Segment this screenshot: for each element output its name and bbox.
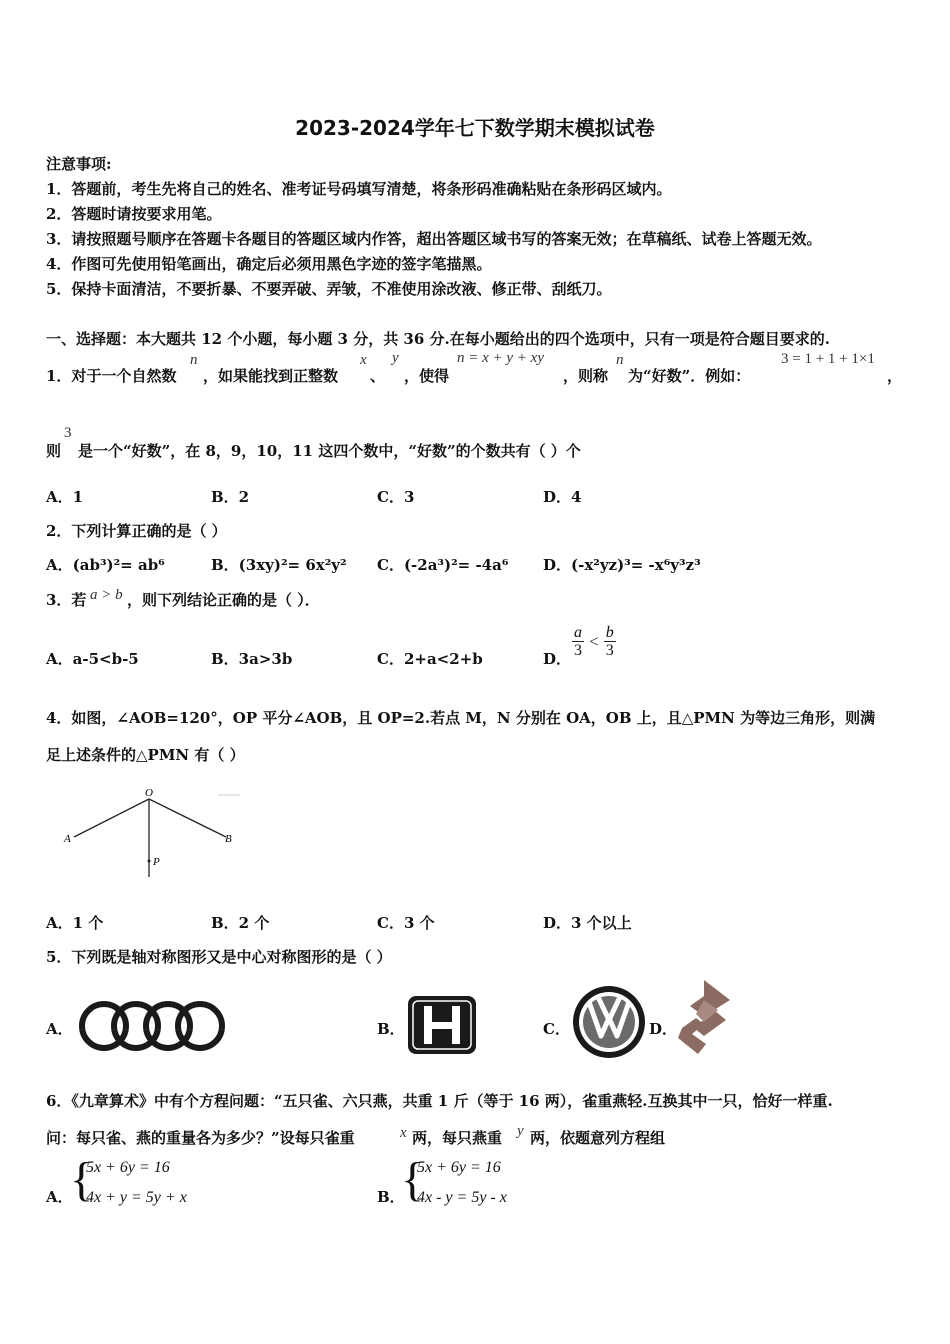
label-a: A [64,833,71,845]
q1-text-1: 1．对于一个自然数 [46,367,177,385]
q1-math-x: x [360,352,367,368]
q1-text-4: ，使得 [404,367,450,385]
q4-option-a[interactable]: A．1 个 [46,914,104,932]
q6-option-b-label[interactable]: B． [377,1188,405,1206]
q3-option-c[interactable]: C．2+a<2+b [377,650,483,668]
less-than-sign: < [589,632,599,651]
q2-option-b[interactable]: B．(3xy)²= 6x²y² [211,556,347,574]
q6-text-1: 问：每只雀、燕的重量各为多少？”设每只雀重 [46,1129,355,1147]
q4-option-d[interactable]: D．3 个以上 [543,914,632,932]
frac-num-b: b [605,624,614,641]
q3-option-b[interactable]: B．3a>3b [211,650,293,668]
q5-option-a-label[interactable]: A． [46,1020,73,1038]
q1-math-example: 3 = 1 + 1 + 1×1 [781,351,875,367]
system-b-eq-2: 4x - y = 5y - x [417,1189,507,1206]
q4-option-b[interactable]: B．2 个 [211,914,270,932]
brace-a: { [70,1153,94,1206]
q1-option-d[interactable]: D．4 [543,488,582,506]
q4-line-2: 足上述条件的△PMN 有（ ） [46,746,245,764]
frac-den-3b: 3 [605,642,614,659]
q1-math-n2: n [616,352,624,368]
frac-den-3: 3 [574,642,582,659]
frac-num-a: a [574,624,582,641]
q3-option-a[interactable]: A．a-5<b-5 [46,650,139,668]
q6-text-3: 两，依题意列方程组 [530,1129,666,1147]
q3-math-cond: a > b [90,587,123,603]
q5-option-b-h-logo[interactable] [406,994,478,1056]
q1-math-eq: n = x + y + xy [457,350,544,366]
ring-4 [178,1004,222,1048]
q5-option-d-s-logo[interactable] [674,978,734,1056]
q5-stem: 5．下列既是轴对称图形又是中心对称图形的是（ ） [46,948,392,966]
notice-heading: 注意事项: [46,155,112,173]
fraction-b-over-3 [604,624,616,659]
point-p [148,860,151,863]
s-logo-lower [678,1018,706,1054]
system-b-eq-1: 5x + 6y = 16 [417,1159,501,1176]
notice-item-1: 1．答题前，考生先将自己的姓名、准考证号码填写清楚，将条形码准确粘贴在条形码区域内。 [46,180,672,198]
notice-item-5: 5．保持卡面清洁，不要折暴、不要弄破、弄皱，不准使用涂改液、修正带、刮纸刀。 [46,280,612,298]
q5-option-c-vw-logo[interactable] [571,984,647,1060]
q4-angle-figure [58,785,248,885]
label-p: P [153,856,160,868]
q1-math-y: y [392,350,399,366]
q2-option-d[interactable]: D．(-x²yz)³= -x⁶y³z³ [543,556,701,574]
q4-option-c[interactable]: C．3 个 [377,914,435,932]
q4-line-1: 4．如图，∠AOB=120°，OP 平分∠AOB，且 OP=2.若点 M，N 分别在 OA，OB 上，且△PMN 为等边三角形，则满 [46,709,876,727]
q1-option-b[interactable]: B．2 [211,488,250,506]
q1-text-2: ，如果能找到正整数 [203,367,339,385]
q6-math-x: x [400,1125,407,1141]
section-heading: 一、选择题：本大题共 12 个小题，每小题 3 分，共 36 分.在每小题给出的四个选项中，只有一项是符合题目要求的. [46,330,830,348]
q3-option-d[interactable]: D． [543,650,572,668]
q1-math-3: 3 [64,425,72,441]
label-b: B [225,833,232,845]
q6-line-1: 6．《九章算术》中有个方程问题：“五只雀、六只燕，共重 1 斤（等于 16 两），雀重燕轻.互换其中一只，恰好一样重. [46,1092,833,1110]
brace-b: { [401,1153,425,1206]
q5-option-c-label[interactable]: C． [543,1020,570,1038]
q1-text-6: 为“好数”．例如： [628,367,751,385]
ray-oa [74,799,149,837]
q3-text-1: 3．若 [46,591,87,609]
page-title: 2023-2024学年七下数学期末模拟试卷 [295,116,655,140]
q1-text-9: 是一个“好数”，在 8，9，10，11 这四个数中，“好数”的个数共有（ ）个 [78,442,581,460]
q5-option-b-label[interactable]: B． [377,1020,405,1038]
q1-math-n: n [190,352,198,368]
q3-option-d-formula [572,624,616,660]
fraction-a-over-3 [572,624,584,659]
q2-option-c[interactable]: C．(-2a³)²= -4a⁶ [377,556,509,574]
q1-option-c[interactable]: C．3 [377,488,415,506]
q2-option-a[interactable]: A．(ab³)²= ab⁶ [46,556,165,574]
system-a-eq-1: 5x + 6y = 16 [86,1159,170,1176]
q1-text-7: ， [887,367,903,385]
notice-item-4: 4．作图可先使用铅笔画出，确定后必须用黑色字迹的签字笔描黑。 [46,255,492,273]
system-a-eq-2: 4x + y = 5y + x [86,1189,187,1206]
q5-option-d-label[interactable]: D． [649,1020,678,1038]
q1-text-5: ，则称 [563,367,609,385]
q6-option-a-label[interactable]: A． [46,1188,73,1206]
q5-option-a-rings-logo[interactable] [74,998,230,1056]
q6-text-2: 两，每只燕重 [412,1129,503,1147]
q1-text-8: 则 [46,442,62,460]
q3-text-2: ，则下列结论正确的是（ ）． [127,591,320,609]
q2-stem: 2．下列计算正确的是（ ） [46,522,227,540]
q1-option-a[interactable]: A．1 [46,488,84,506]
ray-ob [149,799,226,837]
notice-item-3: 3．请按照题号顺序在答题卡各题目的答题区域内作答，超出答题区域书写的答案无效；在草稿纸、试卷上答题无效。 [46,230,822,248]
q1-text-3: 、 [370,367,386,385]
notice-item-2: 2．答题时请按要求用笔。 [46,205,222,223]
label-o: O [145,787,153,799]
q6-math-y: y [517,1123,524,1139]
